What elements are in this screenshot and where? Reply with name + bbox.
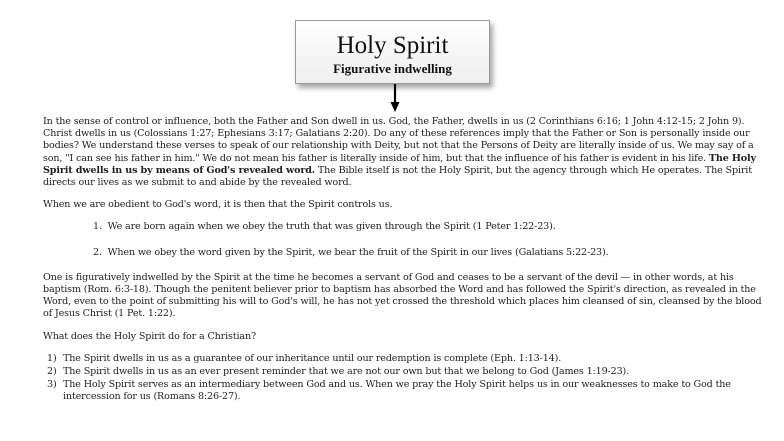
obedience-paragraph: When we are obedient to God's word, it is then that the Spirit controls us.: [43, 199, 393, 211]
document-body: [43, 116, 769, 405]
question-paragraph: What does the Holy Spirit do for a Christian?: [43, 330, 257, 342]
page-subtitle: Figurative indwelling: [333, 61, 452, 76]
intro-paragraph: In the sense of control or influence, both the Father and Son dwell in us. God, the Father, dwells in us (2 Corinthians 6:16; 1 John 4:12-15; 2 John 9). Christ dwells in us (Colossians 1:27; Ephesians 3:17; Galatians 2:20). Do any of these references imply that the Father or Son is personally inside our bodies? We understand these verses to speak of our relationship with Deity, but not that the Persons of Deity are literally inside of us. We may say of a son, "I can see his father in him." We do not mean his father is literally inside of him, but that the influence of his father is evident in his life. The Holy Spirit dwells in us by means of God's revealed word. The Bible itself is not the Holy Spirit, but the agency through which He operates. The Spirit directs our lives as we submit to and abide by the revealed word.: [43, 116, 756, 189]
title-box: [295, 20, 490, 84]
list-item: 1) The Spirit dwells in us as a guarantee of our inheritance until our redemption is complete (Eph. 1:13-14).: [47, 352, 562, 364]
paren-list: [47, 353, 769, 404]
list-item: 2. When we obey the word given by the Spirit, we bear the fruit of the Spirit in our lives (Galatians 5:22-23).: [93, 246, 609, 258]
numbered-list: [93, 221, 769, 258]
list-item: 3) The Holy Spirit serves as an intermediary between God and us. When we pray the Holy Spirit helps us in our weaknesses to make to God the intercession for us (Romans 8:26-27).: [47, 379, 731, 403]
indwelling-paragraph: One is figuratively indwelled by the Spirit at the time he becomes a servant of God and ceases to be a servant of the devil — in other words, at his baptism (Rom. 6:3-18). Though the penitent believer prior to baptism has absorbed the Word and has followed the Spirit's direction, as revealed in the Word, even to the point of submitting his will to God's will, he has not yet crossed the threshold which places him cleansed of sin, cleansed by the blood of Jesus Christ (1 Pet. 1:22).: [43, 271, 762, 320]
down-arrow-icon: [390, 84, 400, 112]
key-statement: The Holy Spirit dwells in us by means of God's revealed word.: [43, 152, 756, 176]
page-title: Holy Spirit: [336, 32, 449, 59]
list-item: 2) The Spirit dwells in us as an ever present reminder that we are not our own but that we belong to God (James 1:19-23).: [47, 366, 630, 378]
list-item: 1. We are born again when we obey the truth that was given through the Spirit (1 Peter 1:22-23).: [93, 221, 556, 233]
